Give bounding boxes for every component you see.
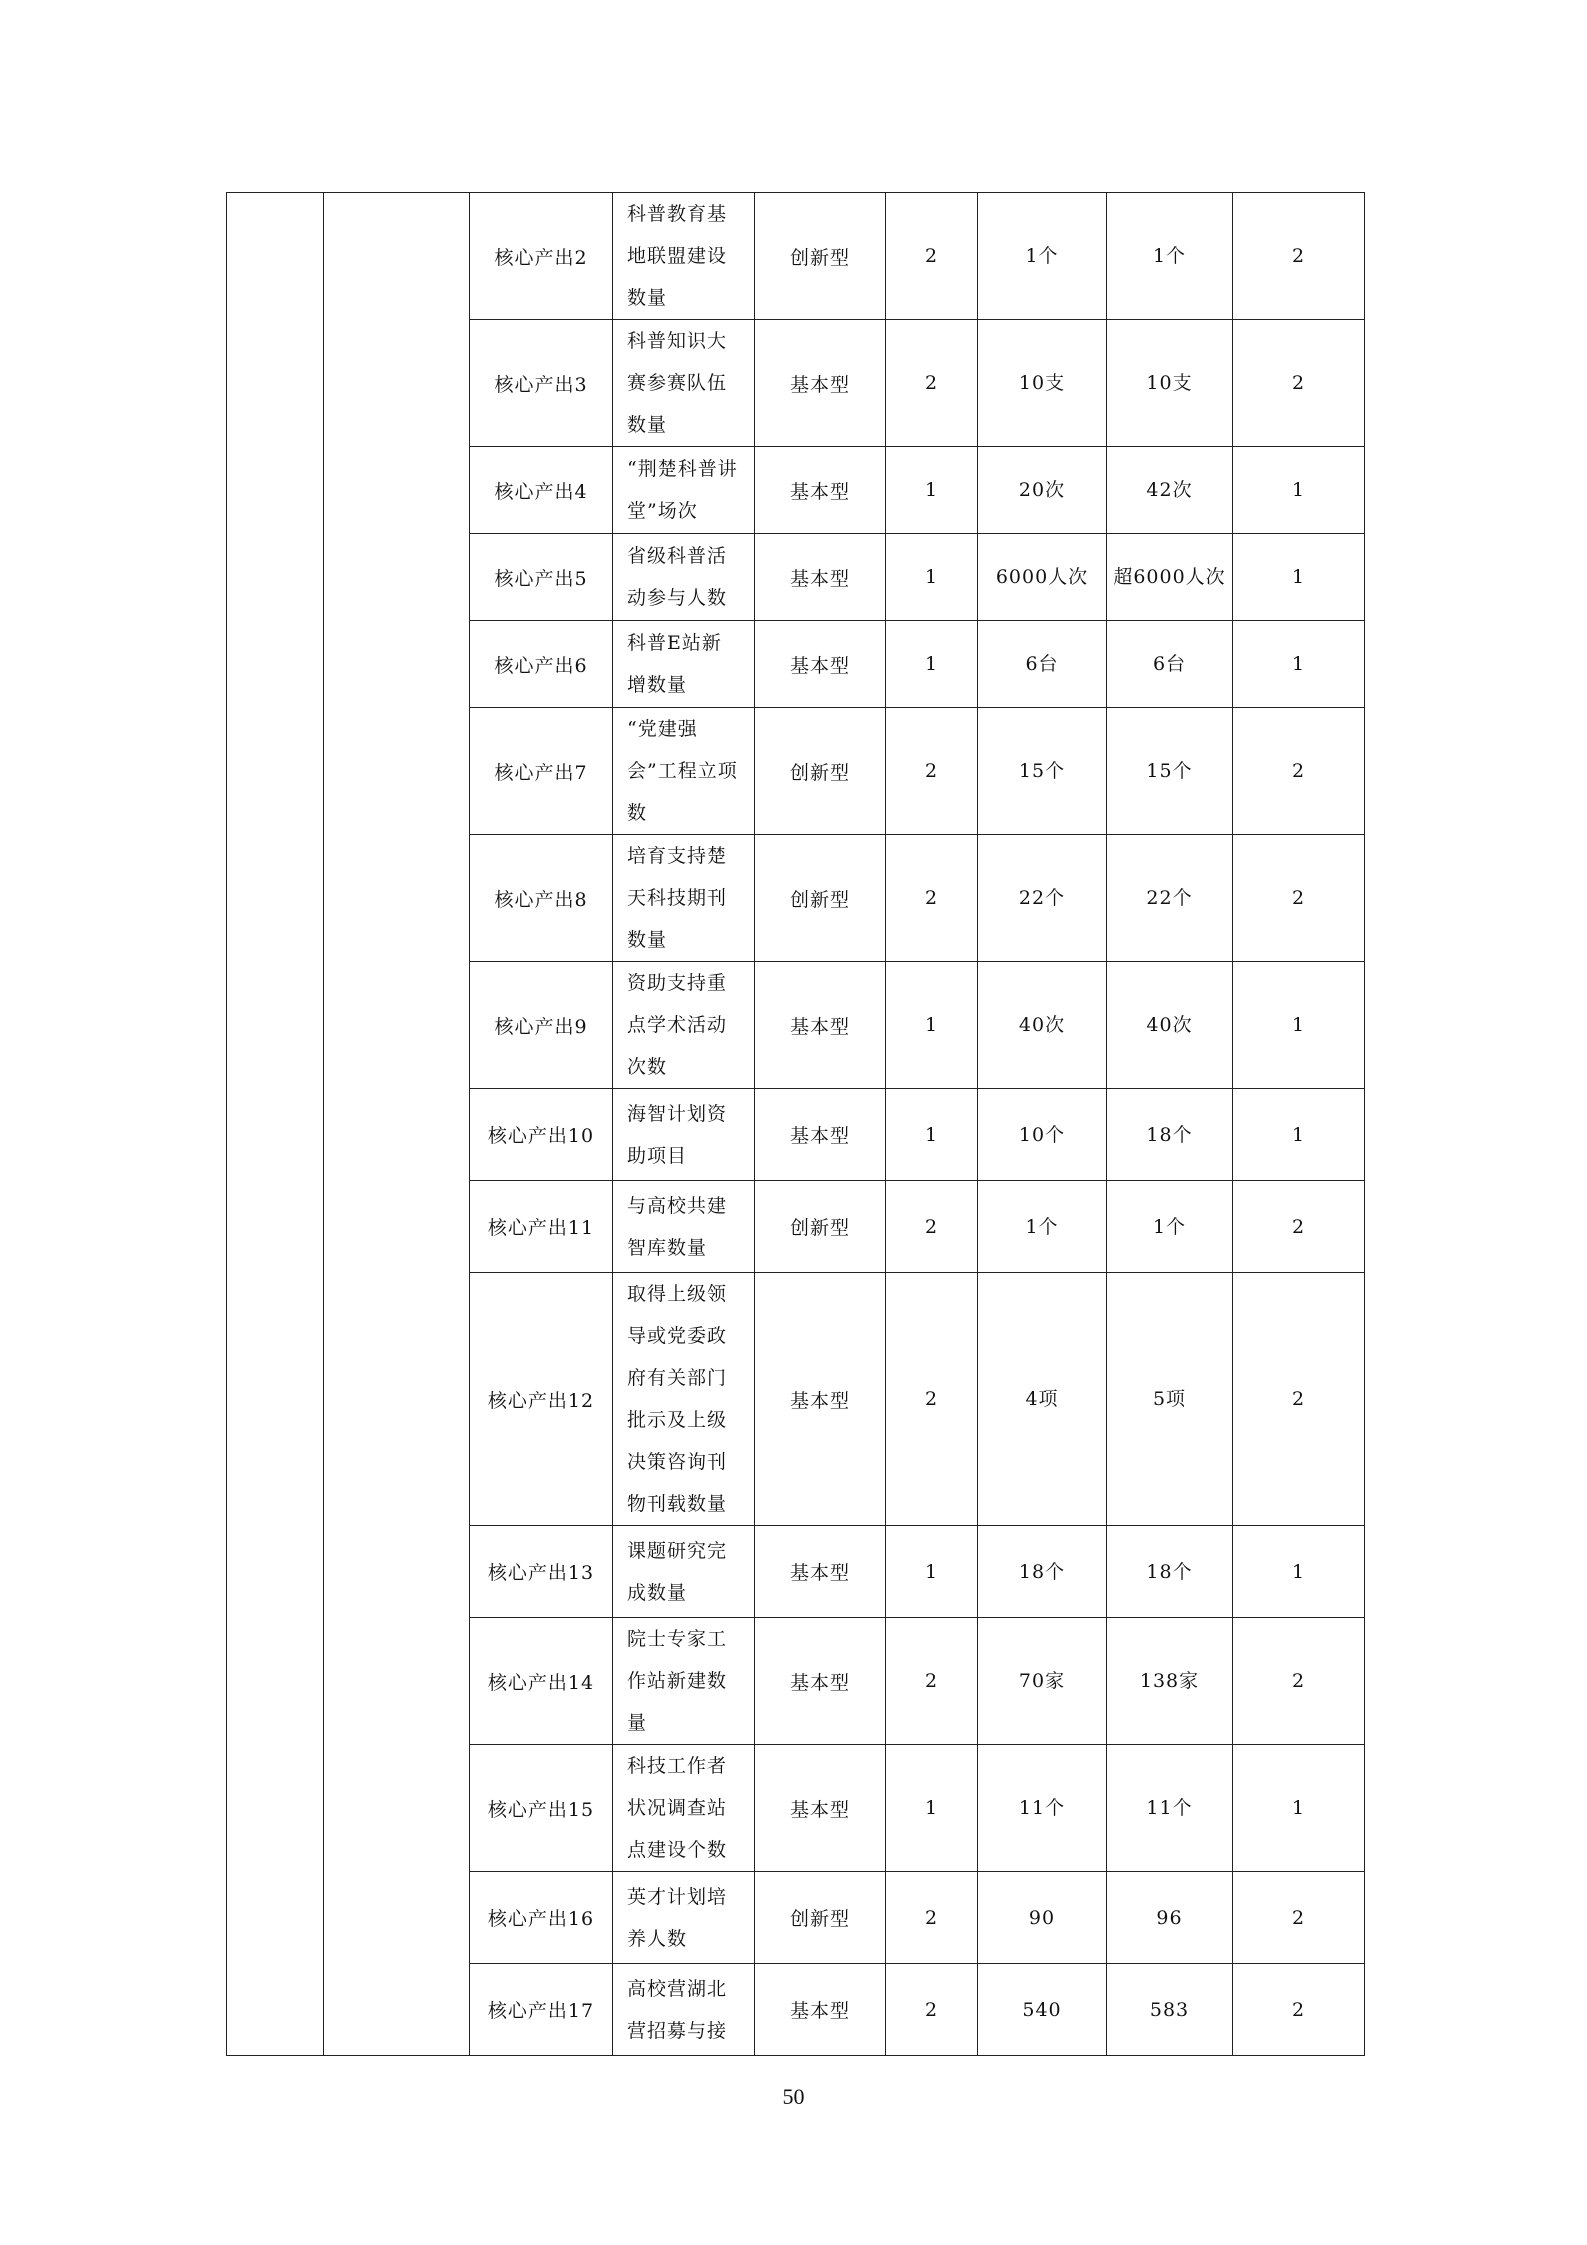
score-cell <box>1233 534 1365 621</box>
performance-table <box>226 192 1365 2056</box>
target-value-text: 18个 <box>1018 1560 1066 1583</box>
weight-text: 1 <box>924 1797 939 1819</box>
output-item-cell <box>470 1618 613 1745</box>
actual-value-cell <box>1107 1181 1233 1273</box>
target-value-text: 40次 <box>1018 1014 1066 1036</box>
weight-cell <box>886 1745 978 1872</box>
indicator-cell <box>613 447 755 534</box>
weight-text: 2 <box>924 245 939 267</box>
target-value-text: 15个 <box>1018 760 1066 782</box>
score-text: 2 <box>1291 1388 1306 1410</box>
weight-cell <box>886 708 978 835</box>
output-item-cell <box>470 1089 613 1181</box>
score-cell <box>1233 1273 1365 1526</box>
score-text: 1 <box>1291 566 1306 588</box>
indicator-type-cell <box>755 320 886 447</box>
output-item-text: 核心产出14 <box>487 1671 595 1694</box>
target-value-cell <box>978 447 1107 534</box>
score-text: 2 <box>1291 1998 1306 2021</box>
actual-value-text: 15个 <box>1146 760 1193 782</box>
indicator-type-text: 创新型 <box>789 761 850 784</box>
indicator-cell <box>613 320 755 447</box>
output-item-text: 核心产出6 <box>494 654 588 677</box>
indicator-cell <box>613 962 755 1089</box>
output-item-cell <box>470 320 613 447</box>
output-item-cell <box>470 835 613 962</box>
actual-value-cell <box>1107 1273 1233 1526</box>
score-text: 2 <box>1291 1670 1306 1692</box>
score-text: 1 <box>1291 479 1306 501</box>
actual-value-text: 22个 <box>1146 887 1193 909</box>
actual-value-text: 138家 <box>1139 1670 1200 1692</box>
indicator-type-text: 基本型 <box>789 1389 850 1412</box>
score-cell <box>1233 621 1365 708</box>
score-text: 2 <box>1291 1215 1306 1238</box>
weight-text: 1 <box>924 1123 939 1146</box>
output-item-cell <box>470 447 613 534</box>
output-item-text: 核心产出7 <box>494 761 588 784</box>
actual-value-text: 96 <box>1156 1906 1183 1929</box>
score-text: 1 <box>1291 653 1306 675</box>
weight-text: 2 <box>924 1388 939 1410</box>
target-value-cell <box>978 320 1107 447</box>
weight-text: 2 <box>924 1215 939 1238</box>
weight-cell <box>886 621 978 708</box>
weight-cell <box>886 447 978 534</box>
indicator-text: “党建强会”工程立项数 <box>627 718 738 824</box>
page-number: 50 <box>782 2084 805 2109</box>
target-value-cell <box>978 621 1107 708</box>
actual-value-text: 42次 <box>1146 479 1193 501</box>
indicator-cell <box>613 1181 755 1273</box>
target-value-text: 6台 <box>1025 653 1059 675</box>
actual-value-cell <box>1107 1745 1233 1872</box>
actual-value-cell <box>1107 320 1233 447</box>
weight-text: 2 <box>924 1906 939 1929</box>
weight-text: 1 <box>924 1560 939 1583</box>
target-value-cell <box>978 534 1107 621</box>
indicator-type-cell <box>755 1872 886 1964</box>
weight-cell <box>886 1618 978 1745</box>
weight-cell <box>886 534 978 621</box>
indicator-type-cell <box>755 708 886 835</box>
target-value-text: 1个 <box>1025 245 1059 267</box>
target-value-text: 11个 <box>1018 1797 1066 1819</box>
weight-cell <box>886 835 978 962</box>
indicator-cell <box>613 1273 755 1526</box>
output-item-text: 核心产出5 <box>494 567 588 590</box>
score-text: 2 <box>1291 887 1306 909</box>
indicator-text: 课题研究完成数量 <box>627 1539 728 1604</box>
output-item-cell <box>470 534 613 621</box>
output-item-cell <box>470 1181 613 1273</box>
indicator-type-cell <box>755 962 886 1089</box>
indicator-type-text: 创新型 <box>789 246 850 269</box>
weight-cell <box>886 1089 978 1181</box>
indicator-type-text: 创新型 <box>789 1908 850 1930</box>
output-item-text: 核心产出2 <box>494 246 588 269</box>
actual-value-cell <box>1107 1526 1233 1618</box>
indicator-text: 科普教育基地联盟建设数量 <box>627 203 728 309</box>
output-item-text: 核心产出13 <box>487 1562 595 1584</box>
score-cell <box>1233 1181 1365 1273</box>
indicator-cell <box>613 1526 755 1618</box>
category-cell <box>227 193 324 2056</box>
target-value-cell <box>978 1181 1107 1273</box>
score-cell <box>1233 708 1365 835</box>
output-item-text: 核心产出3 <box>494 373 588 396</box>
indicator-text: 资助支持重点学术活动次数 <box>627 972 728 1078</box>
actual-value-text: 11个 <box>1146 1797 1193 1819</box>
indicator-cell <box>613 1618 755 1745</box>
target-value-text: 90 <box>1028 1906 1056 1929</box>
actual-value-cell <box>1107 621 1233 708</box>
weight-cell <box>886 1181 978 1273</box>
weight-text: 1 <box>924 566 939 588</box>
actual-value-text: 1个 <box>1152 1215 1187 1238</box>
score-cell <box>1233 320 1365 447</box>
target-value-text: 6000人次 <box>995 566 1089 588</box>
indicator-cell <box>613 534 755 621</box>
indicator-type-cell <box>755 1526 886 1618</box>
score-text: 1 <box>1291 1560 1306 1583</box>
indicator-type-cell <box>755 1089 886 1181</box>
score-cell <box>1233 1526 1365 1618</box>
output-item-text: 核心产出17 <box>487 2000 595 2022</box>
output-item-text: 核心产出12 <box>487 1389 595 1412</box>
actual-value-text: 6台 <box>1152 653 1187 675</box>
indicator-type-cell <box>755 193 886 320</box>
indicator-text: 英才计划培养人数 <box>627 1885 728 1950</box>
indicator-cell <box>613 193 755 320</box>
weight-text: 2 <box>924 1998 939 2021</box>
score-cell <box>1233 1872 1365 1964</box>
actual-value-text: 5项 <box>1152 1388 1187 1410</box>
indicator-type-text: 基本型 <box>789 1125 850 1147</box>
indicator-type-text: 基本型 <box>789 1015 850 1038</box>
target-value-cell <box>978 708 1107 835</box>
indicator-cell <box>613 621 755 708</box>
indicator-type-cell <box>755 621 886 708</box>
output-item-text: 核心产出10 <box>487 1125 595 1147</box>
actual-value-cell <box>1107 534 1233 621</box>
score-text: 2 <box>1291 372 1306 394</box>
actual-value-cell <box>1107 1872 1233 1964</box>
indicator-type-cell <box>755 1964 886 2056</box>
output-item-cell <box>470 1964 613 2056</box>
score-cell <box>1233 1618 1365 1745</box>
indicator-type-cell <box>755 1181 886 1273</box>
indicator-cell <box>613 1745 755 1872</box>
table-body <box>227 193 1365 2056</box>
indicator-type-text: 创新型 <box>789 888 850 911</box>
score-cell <box>1233 1745 1365 1872</box>
actual-value-text: 10支 <box>1146 372 1193 394</box>
actual-value-cell <box>1107 708 1233 835</box>
score-text: 1 <box>1291 1123 1306 1146</box>
score-cell <box>1233 962 1365 1089</box>
weight-cell <box>886 1964 978 2056</box>
target-value-cell <box>978 1872 1107 1964</box>
weight-cell <box>886 1526 978 1618</box>
actual-value-text: 1个 <box>1152 245 1187 267</box>
indicator-text: 与高校共建智库数量 <box>627 1194 728 1259</box>
output-item-cell <box>470 1872 613 1964</box>
actual-value-text: 18个 <box>1146 1560 1193 1583</box>
output-item-cell <box>470 193 613 320</box>
indicator-type-text: 基本型 <box>789 567 850 590</box>
weight-text: 2 <box>924 887 939 909</box>
indicator-text: 高校营湖北营招募与接 <box>627 1977 728 2042</box>
indicator-cell <box>613 708 755 835</box>
indicator-type-text: 基本型 <box>789 2000 850 2022</box>
weight-text: 1 <box>924 1014 939 1036</box>
weight-text: 2 <box>924 760 939 782</box>
indicator-type-text: 基本型 <box>789 373 850 396</box>
target-value-cell <box>978 962 1107 1089</box>
indicator-cell <box>613 1089 755 1181</box>
score-text: 2 <box>1291 760 1306 782</box>
output-item-text: 核心产出16 <box>487 1908 595 1930</box>
actual-value-cell <box>1107 1618 1233 1745</box>
target-value-cell <box>978 835 1107 962</box>
weight-text: 2 <box>924 1670 939 1692</box>
output-item-cell <box>470 708 613 835</box>
indicator-type-cell <box>755 1618 886 1745</box>
indicator-text: 院士专家工作站新建数量 <box>627 1628 728 1734</box>
weight-cell <box>886 1273 978 1526</box>
weight-cell <box>886 962 978 1089</box>
actual-value-text: 40次 <box>1146 1014 1193 1036</box>
target-value-cell <box>978 1745 1107 1872</box>
indicator-type-text: 基本型 <box>789 1671 850 1694</box>
score-text: 2 <box>1291 1906 1306 1929</box>
output-item-cell <box>470 962 613 1089</box>
target-value-text: 4项 <box>1025 1388 1059 1410</box>
actual-value-text: 18个 <box>1146 1123 1193 1146</box>
indicator-text: 科技工作者状况调查站点建设个数 <box>627 1755 728 1861</box>
indicator-text: 科普E站新增数量 <box>627 632 722 696</box>
target-value-text: 70家 <box>1018 1670 1066 1692</box>
indicator-type-cell <box>755 835 886 962</box>
weight-text: 1 <box>924 479 939 501</box>
output-item-cell <box>470 1273 613 1526</box>
indicator-text: 海智计划资助项目 <box>627 1102 728 1167</box>
indicator-cell <box>613 1964 755 2056</box>
output-item-text: 核心产出4 <box>494 480 588 503</box>
score-text: 2 <box>1291 245 1306 267</box>
weight-cell <box>886 193 978 320</box>
output-item-cell <box>470 1526 613 1618</box>
actual-value-cell <box>1107 835 1233 962</box>
indicator-text: 科普知识大赛参赛队伍数量 <box>627 330 728 436</box>
indicator-type-text: 基本型 <box>789 480 850 503</box>
indicator-type-cell <box>755 447 886 534</box>
indicator-text: 省级科普活动参与人数 <box>627 545 728 609</box>
weight-cell <box>886 320 978 447</box>
target-value-cell <box>978 193 1107 320</box>
target-value-cell <box>978 1273 1107 1526</box>
table-row <box>227 193 1365 320</box>
indicator-type-cell <box>755 1745 886 1872</box>
target-value-cell <box>978 1618 1107 1745</box>
score-cell <box>1233 1964 1365 2056</box>
actual-value-cell <box>1107 962 1233 1089</box>
score-cell <box>1233 193 1365 320</box>
target-value-text: 10支 <box>1018 372 1066 394</box>
score-cell <box>1233 835 1365 962</box>
target-value-cell <box>978 1964 1107 2056</box>
score-text: 1 <box>1291 1014 1306 1036</box>
indicator-type-text: 基本型 <box>789 1562 850 1584</box>
actual-value-cell <box>1107 1089 1233 1181</box>
actual-value-text: 583 <box>1149 1998 1190 2021</box>
output-item-text: 核心产出11 <box>487 1217 595 1239</box>
indicator-type-text: 基本型 <box>789 654 850 677</box>
target-value-text: 540 <box>1022 1998 1062 2021</box>
actual-value-cell <box>1107 193 1233 320</box>
actual-value-cell <box>1107 1964 1233 2056</box>
score-text: 1 <box>1291 1797 1306 1819</box>
indicator-cell <box>613 1872 755 1964</box>
indicator-text: “荆楚科普讲堂”场次 <box>627 458 738 522</box>
target-value-text: 20次 <box>1018 479 1066 501</box>
actual-value-text: 超6000人次 <box>1113 566 1226 588</box>
score-cell <box>1233 1089 1365 1181</box>
output-item-text: 核心产出15 <box>487 1798 595 1821</box>
indicator-type-text: 创新型 <box>789 1217 850 1239</box>
output-item-cell <box>470 621 613 708</box>
weight-text: 2 <box>924 372 939 394</box>
indicator-type-text: 基本型 <box>789 1798 850 1821</box>
score-cell <box>1233 447 1365 534</box>
subcategory-cell <box>324 193 470 2056</box>
target-value-text: 1个 <box>1025 1215 1059 1238</box>
target-value-text: 10个 <box>1018 1123 1066 1146</box>
indicator-type-cell <box>755 534 886 621</box>
indicator-cell <box>613 835 755 962</box>
target-value-cell <box>978 1089 1107 1181</box>
weight-cell <box>886 1872 978 1964</box>
output-item-text: 核心产出8 <box>494 888 588 911</box>
indicator-text: 取得上级领导或党委政府有关部门批示及上级决策咨询刊物刊载数量 <box>627 1283 728 1515</box>
output-item-text: 核心产出9 <box>494 1015 588 1038</box>
weight-text: 1 <box>924 653 939 675</box>
output-item-cell <box>470 1745 613 1872</box>
target-value-text: 22个 <box>1018 887 1066 909</box>
actual-value-cell <box>1107 447 1233 534</box>
indicator-type-cell <box>755 1273 886 1526</box>
target-value-cell <box>978 1526 1107 1618</box>
indicator-text: 培育支持楚天科技期刊数量 <box>627 845 728 951</box>
